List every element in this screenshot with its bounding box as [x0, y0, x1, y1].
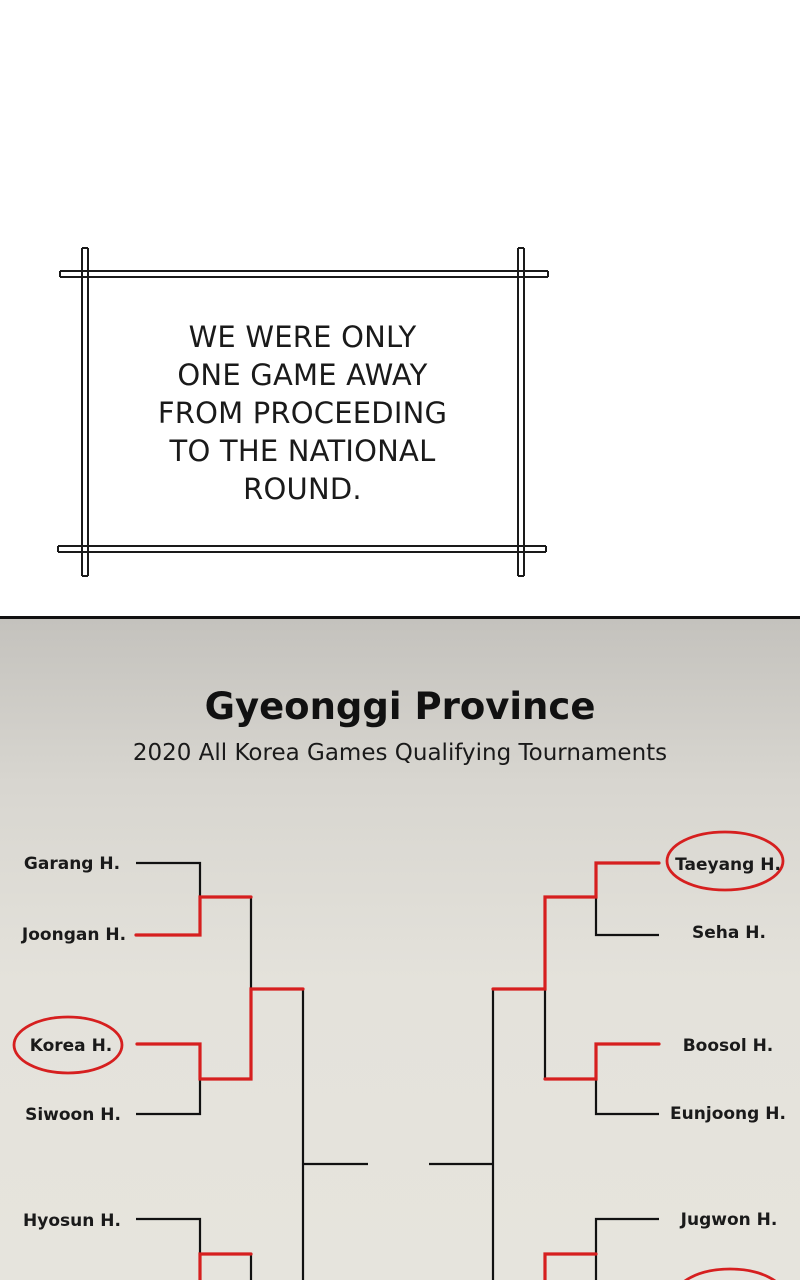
tournament-bracket [0, 619, 800, 1280]
winner-line [545, 1044, 659, 1079]
winner-line [137, 989, 303, 1079]
team-label-left: Siwoon H. [25, 1105, 121, 1125]
winner-line [136, 897, 251, 935]
winner-line [545, 1254, 596, 1280]
bracket-line [596, 1079, 659, 1114]
narration-panel [0, 0, 800, 617]
team-label-left: Joongan H. [21, 925, 127, 945]
bracket-line [596, 897, 659, 935]
circle-mark-partial [675, 1269, 785, 1280]
team-label-right: Taeyang H. [675, 855, 781, 875]
team-label-right: Seha H. [692, 923, 766, 943]
caption-line-4: TO THE NATIONAL [169, 434, 436, 468]
winner-line [200, 1254, 251, 1280]
bracket-title: Gyeonggi Province [204, 685, 596, 728]
narration-caption [100, 318, 505, 508]
caption-line-3: FROM PROCEEDING [157, 396, 448, 430]
caption-line-1: WE WERE ONLY [188, 320, 417, 354]
bracket-line [136, 1219, 200, 1280]
team-label-right: Boosol H. [682, 1036, 774, 1056]
winner-line [493, 863, 659, 989]
caption-frame [0, 0, 800, 617]
team-label-left: Korea H. [29, 1036, 113, 1056]
caption-line-2: ONE GAME AWAY [177, 358, 428, 392]
team-label-right: Jugwon H. [680, 1210, 778, 1230]
team-label-left: Hyosun H. [23, 1211, 121, 1231]
team-label-right: Eunjoong H. [670, 1104, 786, 1124]
bracket-subtitle: 2020 All Korea Games Qualifying Tournaments [132, 740, 668, 766]
team-label-left: Garang H. [23, 854, 121, 874]
bracket-line [136, 863, 200, 897]
bracket-line [596, 1219, 659, 1280]
bracket-panel [0, 619, 800, 1280]
bracket-line [136, 1079, 200, 1114]
caption-line-5: ROUND. [243, 472, 362, 506]
